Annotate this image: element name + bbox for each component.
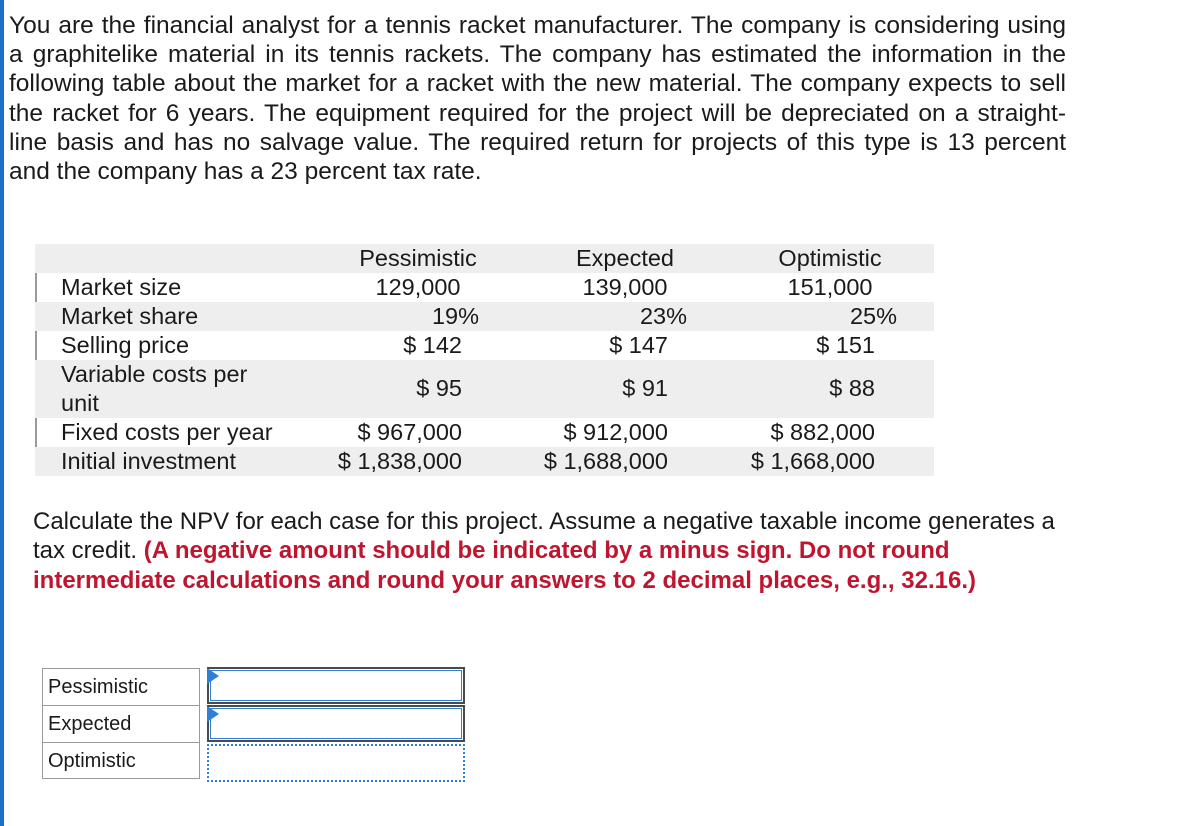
row-label: Initial investment — [61, 448, 237, 474]
answer-label-optimistic: Optimistic — [42, 742, 200, 779]
answer-label-column — [42, 668, 200, 779]
row-label: Variable costs per unit — [61, 361, 248, 416]
question-text — [33, 507, 1073, 595]
cell-expected: $ 91 — [622, 375, 668, 401]
header-optimistic: Optimistic — [778, 245, 882, 271]
row-marker — [35, 418, 37, 447]
cell-expected: $ 1,688,000 — [543, 448, 668, 474]
table-row — [35, 273, 934, 302]
npv-optimistic-field[interactable] — [207, 744, 465, 782]
cell-pessimistic: $ 142 — [403, 332, 462, 358]
question-plain: Calculate the NPV for each case for this project. Assume a negative taxable income generates a tax credit. — [33, 508, 1055, 565]
cell-expected: $ 912,000 — [563, 419, 668, 445]
table-row — [35, 418, 934, 447]
cell-optimistic: $ 1,668,000 — [750, 448, 875, 474]
table-row — [35, 447, 934, 476]
cell-optimistic: $ 882,000 — [770, 419, 875, 445]
row-marker — [35, 331, 37, 360]
row-label: Fixed costs per year — [61, 419, 273, 445]
cell-pessimistic: $ 1,838,000 — [337, 448, 462, 474]
table-header-row — [35, 244, 934, 273]
answer-label-expected: Expected — [42, 705, 200, 742]
answer-label-pessimistic: Pessimistic — [42, 668, 200, 705]
header-expected: Expected — [576, 245, 674, 271]
cell-expected: $ 147 — [609, 332, 668, 358]
row-label: Market share — [61, 303, 199, 329]
row-label: Selling price — [61, 332, 190, 358]
cell-pessimistic: $ 967,000 — [357, 419, 462, 445]
question-instructions: (A negative amount should be indicated by a minus sign. Do not round intermediate calculations and round your answers to 2 decimal places, e.g., 32.16.) — [33, 537, 976, 594]
cell-pessimistic: 19% — [431, 303, 479, 329]
cell-optimistic: 25% — [849, 303, 897, 329]
row-label: Market size — [61, 274, 182, 300]
npv-expected-input[interactable] — [207, 705, 465, 742]
cell-optimistic: $ 151 — [816, 332, 875, 358]
cell-pessimistic: 129,000 — [375, 274, 461, 300]
npv-pessimistic-input[interactable] — [207, 667, 465, 704]
table-row — [35, 331, 934, 360]
cell-expected: 139,000 — [582, 274, 668, 300]
table-row — [35, 360, 934, 418]
table-row — [35, 302, 934, 331]
input-marker-icon — [207, 706, 219, 722]
header-pessimistic: Pessimistic — [359, 245, 477, 271]
cell-expected: 23% — [639, 303, 687, 329]
problem-intro: You are the financial analyst for a tennis racket manufacturer. The company is considering using a graphitelike material in its tennis rackets. The company has estimated the information in the following table about the market for a racket with the new material. The company expects to sell the racket for 6 years. The equipment required for the project will be depreciated on a straight-line basis and has no salvage value. The required return for projects of this type is 13 percent and the company has a 23 percent tax rate. — [9, 12, 1066, 186]
input-marker-icon — [207, 668, 219, 684]
cell-pessimistic: $ 95 — [416, 375, 462, 401]
cell-optimistic: 151,000 — [787, 274, 873, 300]
cell-optimistic: $ 88 — [829, 375, 875, 401]
left-accent-bar — [0, 0, 4, 826]
scenario-table — [35, 244, 934, 476]
row-marker — [35, 273, 37, 302]
